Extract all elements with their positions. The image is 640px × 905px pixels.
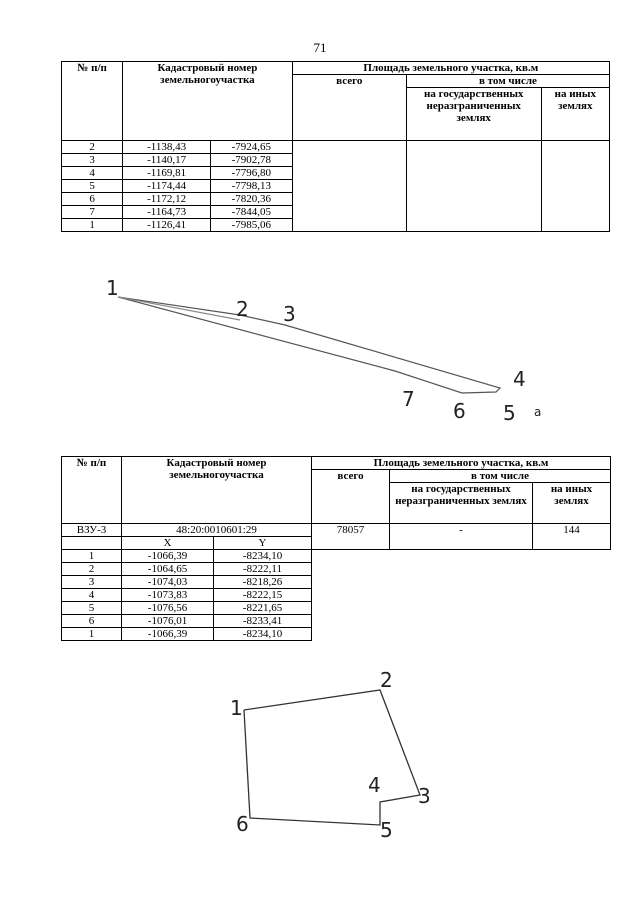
- cell-y: -8233,41: [214, 615, 312, 628]
- cell-x: -1064,65: [122, 563, 214, 576]
- cell-n: 5: [62, 602, 122, 615]
- cell-y: -8221,65: [214, 602, 312, 615]
- parcel-id: ВЗУ-3: [62, 524, 122, 537]
- parcel-sketch-2: [0, 665, 640, 865]
- cell-n: 1: [62, 219, 123, 232]
- table-row: [62, 563, 611, 576]
- coord-header-x: X: [122, 537, 214, 550]
- sketch2-label-5: 5: [380, 818, 393, 842]
- header-state-lands: на государственных неразграниченных землях: [406, 88, 541, 141]
- table-row: [62, 550, 611, 563]
- header-cadastral: Кадастровый номер земельногоучастка: [122, 457, 312, 524]
- parcel-state-area: -: [390, 524, 533, 550]
- cell-y: -7844,05: [210, 206, 292, 219]
- area-empty-cell: [406, 141, 541, 232]
- cell-x: -1172,12: [123, 193, 211, 206]
- header-num: № п/п: [62, 62, 123, 141]
- sketch1-label-7: 7: [402, 387, 415, 411]
- table-row: [62, 628, 611, 641]
- header-total: всего: [312, 470, 390, 524]
- cell-x: -1164,73: [123, 206, 211, 219]
- sketch2-boundary: [244, 690, 420, 825]
- cell-x: -1066,39: [122, 628, 214, 641]
- cell-x: -1140,17: [123, 154, 211, 167]
- cell-y: -7796,80: [210, 167, 292, 180]
- cell-y: -7902,78: [210, 154, 292, 167]
- parcel-sketch-1: [0, 270, 640, 430]
- sketch2-label-2: 2: [380, 668, 393, 692]
- header-area: Площадь земельного участка, кв.м: [292, 62, 609, 75]
- cell-n: 2: [62, 563, 122, 576]
- header-num: № п/п: [62, 457, 122, 524]
- sketch1-label-1: 1: [106, 276, 119, 300]
- cell-y: -8234,10: [214, 628, 312, 641]
- sketch1-extra-mark: а: [534, 405, 542, 419]
- header-state-lands: на государственных неразграниченных землях: [390, 483, 533, 524]
- cell-y: -8222,11: [214, 563, 312, 576]
- cell-n: 5: [62, 180, 123, 193]
- header-other-lands: на иных землях: [533, 483, 611, 524]
- cell-y: -8222,15: [214, 589, 312, 602]
- sketch2-label-4: 4: [368, 773, 381, 797]
- cell-y: -7985,06: [210, 219, 292, 232]
- parcel-cadastral-number: 48:20:0010601:29: [122, 524, 312, 537]
- sketch2-label-3: 3: [418, 784, 431, 808]
- sketch1-label-3: 3: [283, 302, 296, 326]
- parcel-other-area: 144: [533, 524, 611, 550]
- cell-n: 4: [62, 589, 122, 602]
- sketch1-label-4: 4: [513, 367, 526, 391]
- header-including: в том числе: [406, 75, 609, 88]
- header-total: всего: [292, 75, 406, 141]
- cell-x: -1076,01: [122, 615, 214, 628]
- cell-x: -1076,56: [122, 602, 214, 615]
- sketch2-label-6: 6: [236, 812, 249, 836]
- cell-x: -1073,83: [122, 589, 214, 602]
- page-number: 71: [313, 40, 327, 55]
- sketch1-boundary: [118, 297, 500, 393]
- header-including: в том числе: [390, 470, 611, 483]
- table-row: [62, 615, 611, 628]
- cell-y: -7798,13: [210, 180, 292, 193]
- cell-y: -7924,65: [210, 141, 292, 154]
- table-row: [62, 602, 611, 615]
- sketch2-label-1: 1: [230, 696, 243, 720]
- cell-n: 3: [62, 154, 123, 167]
- cell-x: -1169,81: [123, 167, 211, 180]
- cell-x: -1138,43: [123, 141, 211, 154]
- cell-n: 1: [62, 550, 122, 563]
- cell-x: -1074,03: [122, 576, 214, 589]
- table-row: [62, 141, 610, 154]
- cell-y: -8218,26: [214, 576, 312, 589]
- coordinates-table-2: [61, 456, 611, 641]
- table-row: [62, 589, 611, 602]
- cell-n: 2: [62, 141, 123, 154]
- cell-n: 7: [62, 206, 123, 219]
- cell-n: 6: [62, 193, 123, 206]
- cell-x: -1126,41: [123, 219, 211, 232]
- coord-header-y: Y: [214, 537, 312, 550]
- cell-n: 6: [62, 615, 122, 628]
- sketch1-label-6: 6: [453, 399, 466, 423]
- area-empty-cell: [541, 141, 609, 232]
- cell-y: -8234,10: [214, 550, 312, 563]
- cell-n: 3: [62, 576, 122, 589]
- header-other-lands: на иных землях: [541, 88, 609, 141]
- coordinates-table-1: [61, 61, 610, 232]
- cell-x: -1066,39: [122, 550, 214, 563]
- sketch1-label-5: 5: [503, 401, 516, 425]
- header-area: Площадь земельного участка, кв.м: [312, 457, 611, 470]
- cell-n: 4: [62, 167, 123, 180]
- cell-x: -1174,44: [123, 180, 211, 193]
- header-cadastral: Кадастровый номер земельногоучастка: [123, 62, 292, 141]
- cell-n: 1: [62, 628, 122, 641]
- sketch1-label-2: 2: [236, 297, 249, 321]
- table-row: [62, 576, 611, 589]
- parcel-total-area: 78057: [312, 524, 390, 550]
- area-empty-cell: [292, 141, 406, 232]
- cell-y: -7820,36: [210, 193, 292, 206]
